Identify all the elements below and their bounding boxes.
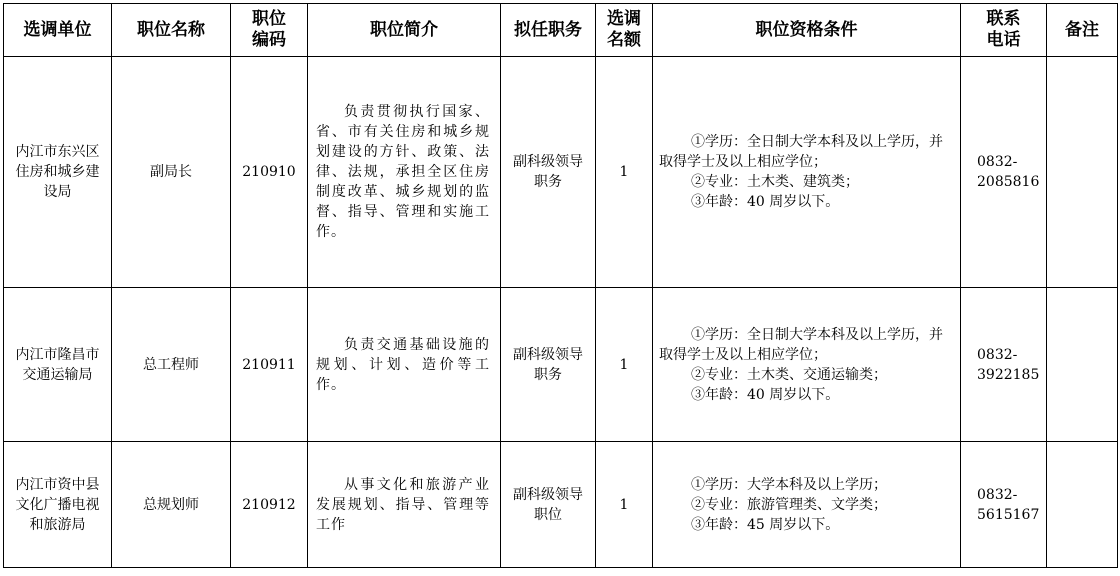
cell-position-name: 总工程师: [112, 288, 231, 442]
description-text: 负责贯彻执行国家、省、市有关住房和城乡规划建设的方针、政策、法律、法规，承担全区住房制度改革、城乡规划的监督、指导、管理和实施工作。: [316, 104, 490, 240]
cell-unit: 内江市东兴区住房和城乡建设局: [4, 57, 112, 288]
description-text: 负责交通基础设施的规划、计划、造价等工作。: [316, 336, 490, 393]
cell-quota: 1: [596, 288, 653, 442]
cell-code: 210912: [231, 442, 308, 568]
header-position-code-line1: 职位: [252, 9, 286, 29]
req-major: ②专业：土木类、建筑类；: [691, 174, 859, 190]
cell-description: [308, 442, 501, 568]
cell-description: [308, 288, 501, 442]
header-position-code-line2: 编码: [252, 30, 286, 50]
cell-position-name: 总规划师: [112, 442, 231, 568]
header-phone-line1: 联系: [986, 9, 1021, 29]
cell-intended-post: 副科级领导职务: [501, 57, 596, 288]
req-major: ②专业：旅游管理类、文学类；: [691, 496, 887, 513]
cell-quota: 1: [596, 442, 653, 568]
req-age: ③年龄：40 周岁以下。: [691, 194, 840, 210]
header-row: [4, 4, 1118, 57]
table-row: [4, 288, 1118, 442]
header-requirements: 职位资格条件: [653, 4, 961, 57]
header-quota: [596, 4, 653, 57]
cell-quota: 1: [596, 57, 653, 288]
cell-phone: 0832-2085816: [961, 57, 1047, 288]
header-intended-post: 拟任职务: [501, 4, 596, 57]
cell-unit: 内江市隆昌市交通运输局: [4, 288, 112, 442]
req-age: ③年龄：45 周岁以下。: [691, 516, 840, 533]
req-education: ①学历：大学本科及以上学历；: [691, 476, 887, 493]
cell-requirements: [653, 57, 961, 288]
header-unit: 选调单位: [4, 4, 112, 57]
header-quota-line1: 选调: [607, 9, 641, 29]
req-age: ③年龄：40 周岁以下。: [691, 386, 840, 403]
cell-intended-post: 副科级领导职务: [501, 288, 596, 442]
cell-remarks: [1047, 288, 1118, 442]
header-position-name: 职位名称: [112, 4, 231, 57]
cell-position-name: 副局长: [112, 57, 231, 288]
cell-intended-post: 副科级领导职位: [501, 442, 596, 568]
header-position-code: [231, 4, 308, 57]
header-quota-line2: 名额: [607, 30, 641, 50]
cell-phone: 0832-3922185: [961, 288, 1047, 442]
cell-requirements: [653, 288, 961, 442]
description-text: 从事文化和旅游产业发展规划、指导、管理等工作: [316, 476, 490, 533]
cell-requirements: [653, 442, 961, 568]
cell-remarks: [1047, 442, 1118, 568]
cell-code: 210910: [231, 57, 308, 288]
req-education: ①学历：全日制大学本科及以上学历，并取得学士及以上相应学位；: [659, 134, 943, 170]
req-education: ①学历：全日制大学本科及以上学历，并取得学士及以上相应学位；: [659, 326, 943, 363]
header-phone-line2: 电话: [986, 30, 1021, 50]
cell-description: [308, 57, 501, 288]
header-description: 职位简介: [308, 4, 501, 57]
cell-phone: 0832-5615167: [961, 442, 1047, 568]
header-remarks: 备注: [1047, 4, 1118, 57]
header-phone: [961, 4, 1047, 57]
req-major: ②专业：土木类、交通运输类；: [691, 366, 887, 383]
cell-remarks: [1047, 57, 1118, 288]
positions-table: [3, 3, 1118, 568]
cell-code: 210911: [231, 288, 308, 442]
cell-unit: 内江市资中县文化广播电视和旅游局: [4, 442, 112, 568]
table-row: [4, 442, 1118, 568]
table-row: [4, 57, 1118, 288]
